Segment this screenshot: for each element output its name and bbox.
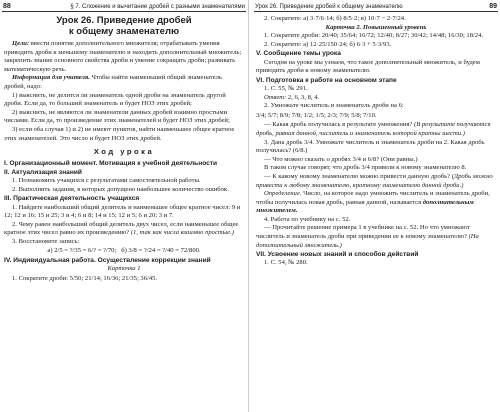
section-6-question-1 <box>256 121 496 138</box>
definition-label: Определение. <box>264 190 302 198</box>
right-page <box>254 0 498 412</box>
lesson-goals <box>4 40 244 74</box>
section-3-item-1: 1. Найдите наибольший общий делитель и наименьшее общее кратное чисел: 9 и 12; 12 и 16; 15 и 25; 3 и 4; 6 и 8; 14 и 15; 12 и 5; 6 и 20; 3 и 7. <box>4 203 241 220</box>
section-6-item-3: 3. Дана дробь 3/4. Умножьте числитель и знаменатель дроби на 2. Какая дробь получилась? (6/8.) <box>256 138 485 155</box>
section-6-question-2: — Что можно сказать о дробях 3/4 и 6/8? (Они равны.) <box>264 155 418 163</box>
multiply-fractions: 3/4; 5/7; 8/9; 7/8; 1/2; 1/5; 2/3; 7/9; 5/8; 7/10. <box>256 111 377 119</box>
task-4-question-text: — Прочитайте решение примера 1 в учебнике на с. 52. Но что умножают числитель и знаменатель дроби при приведении ее к новому знаменателю? <box>256 224 470 241</box>
card-2-task-2: 2. Сократите: а) 12·25/150·24; б) 6·3 + 5·3/93. <box>264 40 392 48</box>
section-7-item-1: 1. С. 54, № 280. <box>264 259 308 267</box>
task-4: 4. Работа по учебнику на с. 52. <box>264 215 351 223</box>
task-4-answer: (На дополнительный множитель.) <box>256 233 479 249</box>
answer-value: 2, 6, 3, 8, 4. <box>287 93 320 101</box>
section-6-item-1: 1. С. 55, № 291. <box>264 84 308 92</box>
section-2-item-1: 1. Познакомить учащихся с результатами самостоятельной работы. <box>12 177 201 185</box>
teacher-info <box>4 74 244 91</box>
right-page-number: 89 <box>489 3 497 10</box>
restore-record-b: б) 3/8 = ?/24 = ?/40 = 72/800. <box>121 247 201 255</box>
definition-term: дополнительным множителем. <box>256 198 474 215</box>
section-3-item-3: 3. Восстановите запись: <box>12 237 80 245</box>
answer-label: Ответ: <box>264 93 287 101</box>
goals-text: ввести понятие дополнительного множителя; отрабатывать умения приводить дроби к меньшему знаменателю и находить дополнительный множитель; закрепить знание основного свойства дроби и умение сокращать дроби; развивать математическую речь. <box>4 40 242 73</box>
section-3-heading: III. Практическая деятельность учащихся <box>4 195 140 203</box>
book-gutter <box>248 0 249 412</box>
definition <box>256 190 496 216</box>
section-2-heading: II. Актуализация знаний <box>4 168 82 176</box>
lesson-title-line2: к общему знаменателю <box>68 25 180 37</box>
card-1-fractions: 5/50; 21/14; 16/36; 21/35; 36/45. <box>69 274 158 282</box>
restore-record-row <box>4 247 244 256</box>
question-3-answer: (Дробь можно привести к любому знаменателю, кратному знаменателю данной дроби.) <box>256 172 493 189</box>
section-1-heading: I. Организационный момент. Мотивация к учебной деятельности <box>4 159 218 167</box>
section-6-heading: VI. Подготовка к работе на основном этапе <box>256 76 397 84</box>
card-2-title: Карточка 2. Повышенный уровень <box>325 23 427 31</box>
lesson-title-line1: Урок 26. Приведение дробей <box>56 15 192 26</box>
card-1-title: Карточка 1 <box>107 265 141 273</box>
left-page <box>2 0 246 412</box>
restore-record-a: а) 2/5 = ?/35 = 6/? = ?/70; <box>47 247 117 255</box>
section-6-remark: В таком случае говорят, что дробь 3/4 привели к новому знаменателю 8. <box>264 164 467 172</box>
section-5-heading: V. Сообщение темы урока <box>256 50 341 58</box>
left-running-head: § 7. Сложение и вычитание дробей с разными знаменателями <box>70 4 245 10</box>
task-4-question <box>256 224 496 250</box>
left-page-number: 88 <box>3 3 11 10</box>
section-6-answer <box>256 94 496 103</box>
section-6-item-2: 2. Умножьте числитель и знаменатель дроби на 6: <box>264 102 404 110</box>
card-1-task-text: 1. Сократите дроби: <box>12 274 69 282</box>
definition-text: Число, на которое надо умножить числитель и знаменатель дроби, чтобы получилась новая дробь, равная данной, называется <box>256 190 490 206</box>
card-2-task-1: 1. Сократите дроби: 20/40; 35/64; 16/72; 12/40; 8/27; 30/42; 14/48; 16/30; 18/24. <box>264 32 484 40</box>
goals-label: Цели: <box>12 40 30 47</box>
info-text: Чтобы найти наименьший общий знаменатель дробей, надо: <box>4 74 222 90</box>
section-3-item-2-text: 2. Чему равен наибольший общий делитель двух чисел, если наименьшее общее кратное этих чисел равно их произведению? <box>4 220 239 237</box>
info-item-2: 2) выяснить, не являются ли знаменатели данных дробей взаимно простыми числами. Если да, то произведение этих знаменателей и будет НОЗ этих дробей; <box>4 108 230 125</box>
section-3-item-2 <box>4 221 244 238</box>
section-5-text: Сегодня на уроке мы узнаем, что такое дополнительный множитель, и будем приводить дроби к новому знаменателю. <box>256 58 480 75</box>
question-1-text: — Какая дробь получилась в результате умножения? <box>264 121 413 129</box>
left-running-header <box>2 0 246 12</box>
section-6-question-3 <box>256 173 496 190</box>
card-1-task <box>4 275 244 284</box>
info-item-1: 1) выяснить, не делится ли знаменатель одной дроби на знаменатель другой дроби. Если да, то больший знаменатель и будет НОЗ этих дробей; <box>4 91 226 108</box>
question-3-text: — К какому новому знаменателю можно привести данную дробь? <box>264 172 451 180</box>
question-1-answer: (В результате получаются дробь, равная данной, числитель и знаменатель которой кратны шести.) <box>256 121 491 137</box>
lesson-title <box>4 16 244 37</box>
info-item-3: 3) если оба случая 1) и 2) не имеют пунктов, найти наименьшее общее кратное этих знаменателей. Это число и будет НОЗ этих дробей. <box>4 125 235 142</box>
right-running-head: Урок 26. Приведение дробей к общему знаменателю <box>255 4 403 10</box>
right-running-header <box>254 0 498 12</box>
card-1-task-2: 2. Сократите: а) 3·7/6·14; б) 8/5·2; в) 10·7 − 2·7/24. <box>264 15 406 22</box>
info-label: Информация для учителя. <box>12 74 90 82</box>
section-2-item-2: 2. Выполнить задания, в которых допущено наибольшее количество ошибок. <box>12 185 229 193</box>
section-3-item-2-answer: (1, так как числа взаимно простые.) <box>130 229 234 237</box>
course-heading: Ход урока <box>93 147 155 157</box>
section-4-heading: IV. Индивидуальная работа. Осуществление коррекции знаний <box>4 257 211 265</box>
section-7-heading: VII. Усвоение новых знаний и способов действий <box>256 251 419 259</box>
